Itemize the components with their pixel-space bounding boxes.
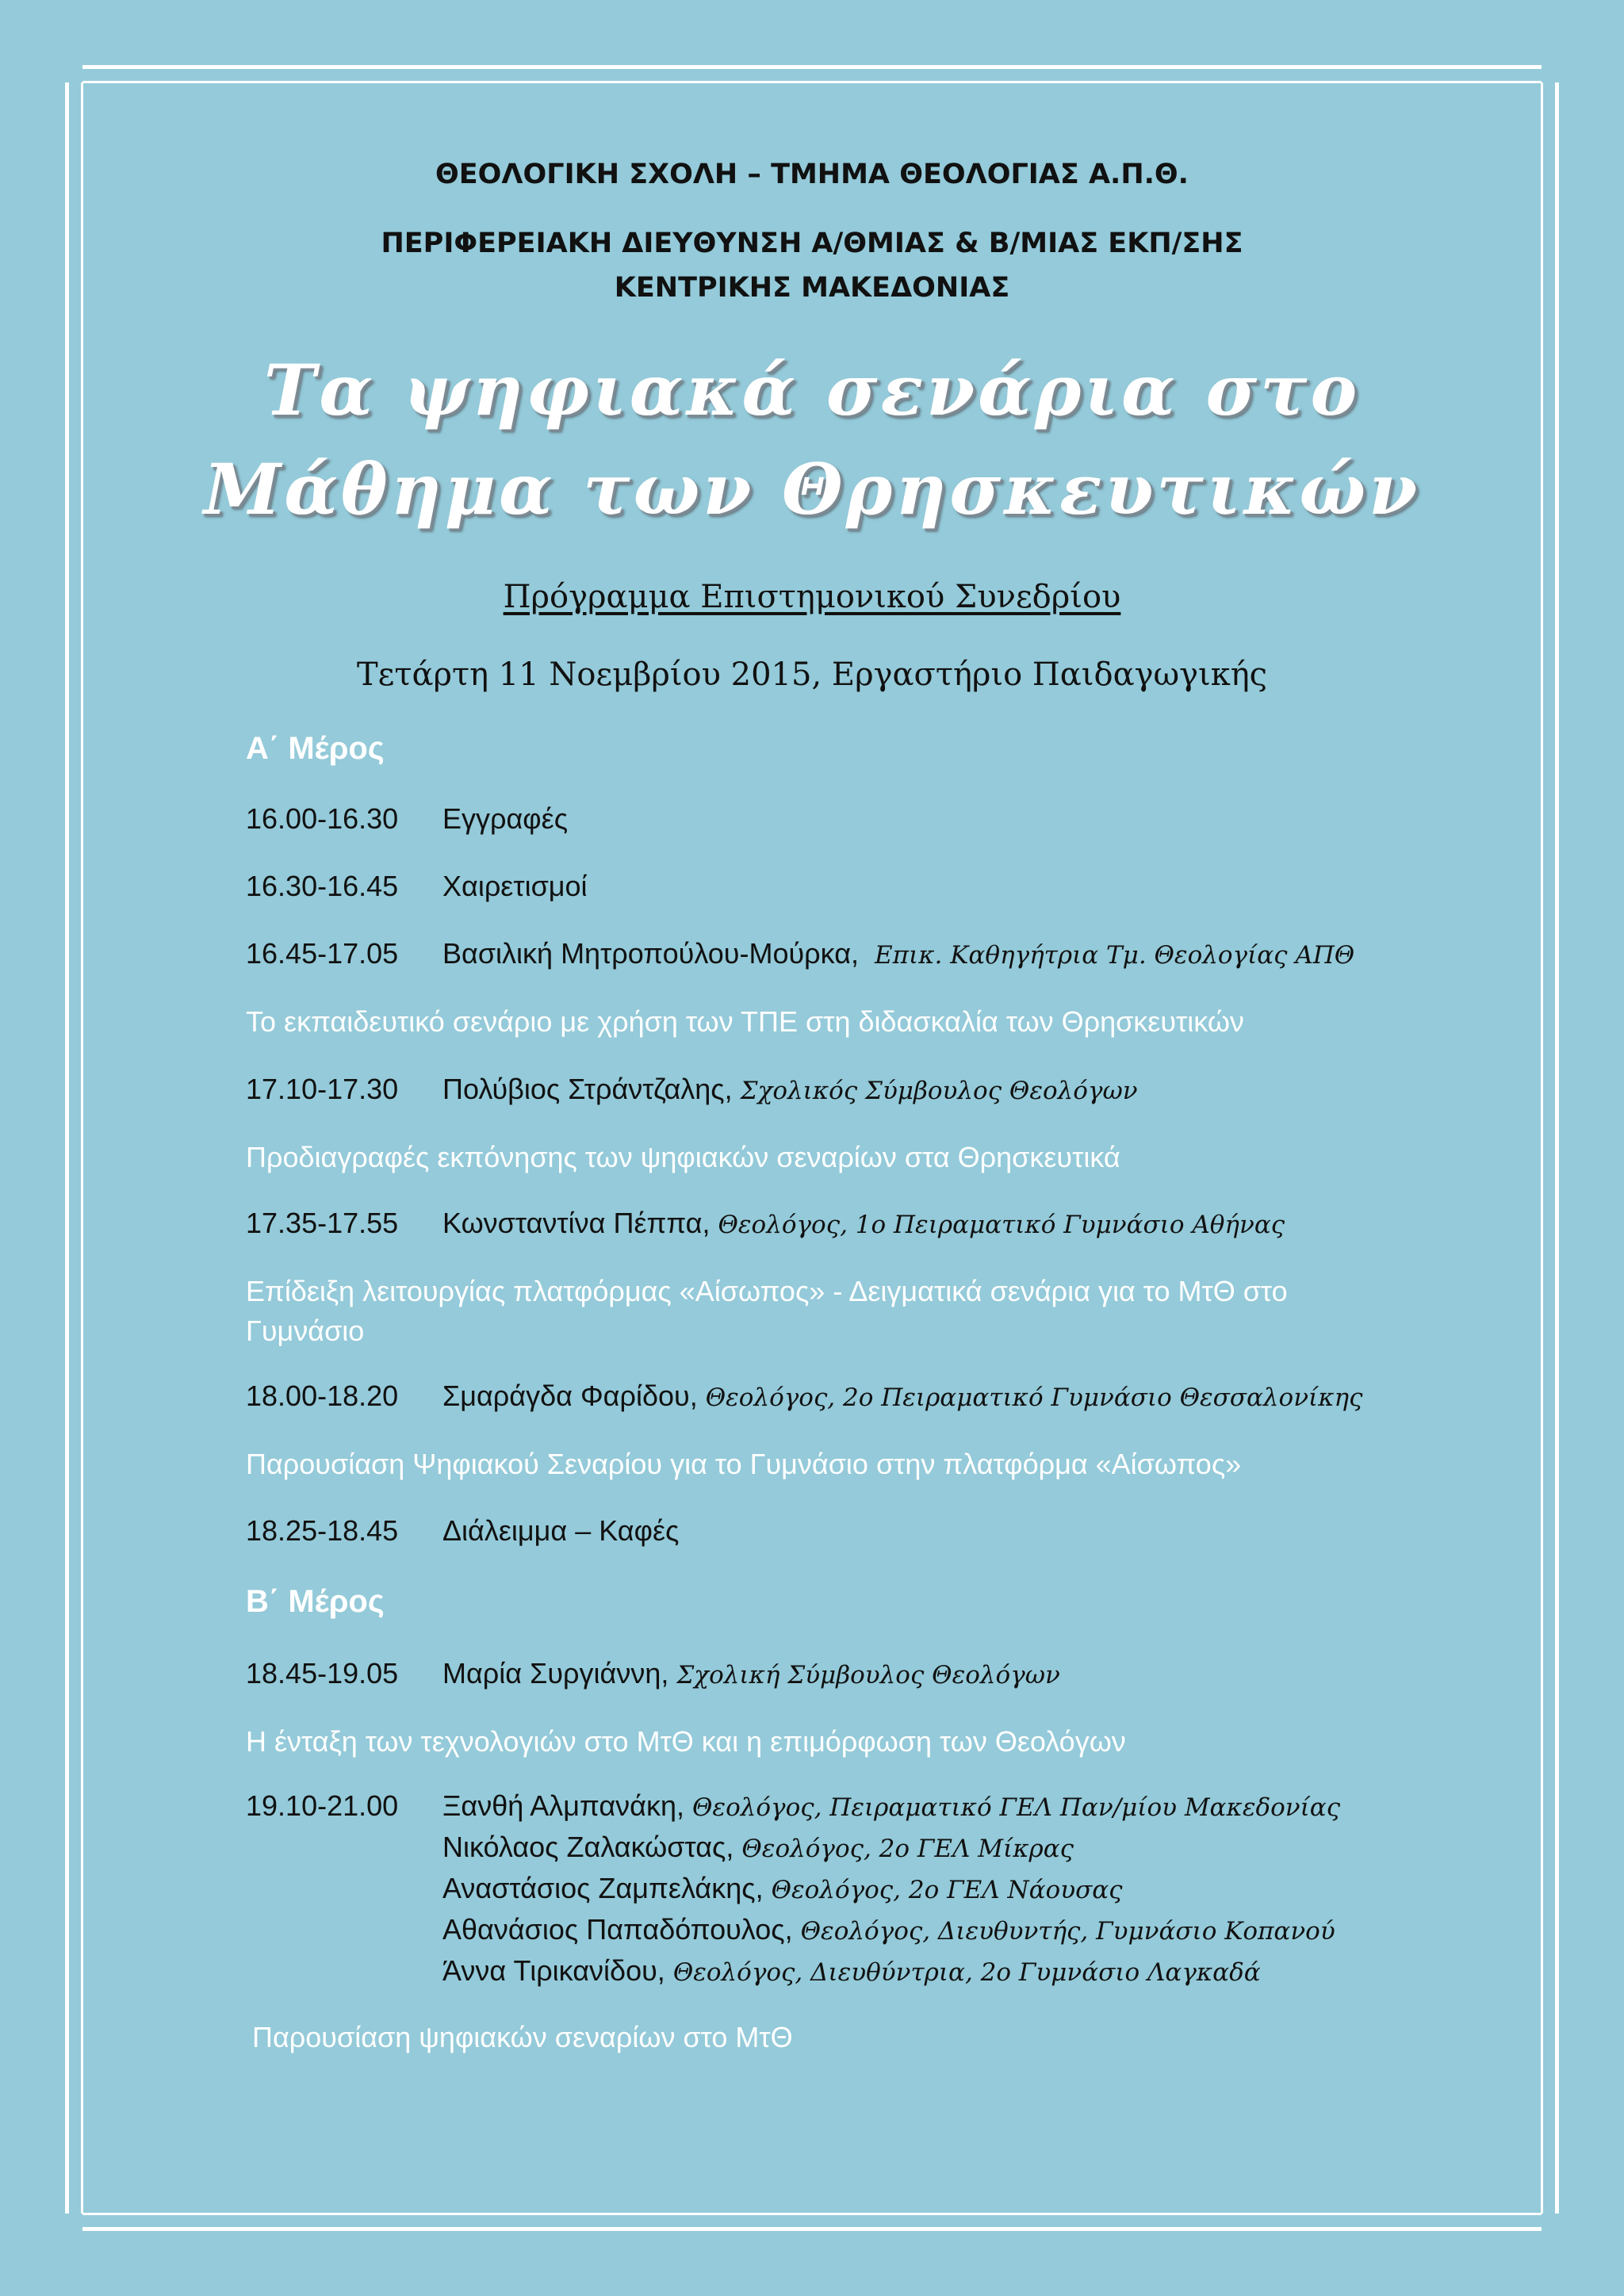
speaker-name: Άννα Τιρικανίδου, [442,1954,665,1987]
panel-speaker [442,1954,1261,1988]
speaker-role: Θεολόγος, Πειραματικό ΓΕΛ Παν/μίου Μακεδονίας [692,1793,1341,1822]
speaker-name: Σμαράγδα Φαρίδου, [442,1380,698,1412]
panel-speaker [442,1872,1123,1905]
speaker-role: Σχολική Σύμβουλος Θεολόγων [676,1661,1060,1689]
schedule-time: 16.30-16.45 [246,870,399,902]
program-subtitle [0,579,1624,615]
frame-corner [1542,59,1565,82]
schedule-time: 16.45-17.05 [246,937,399,970]
schedule-row [246,1073,1138,1106]
schedule-time: 19.10-21.00 [246,1789,399,1822]
header-line-3: ΚΕΝΤΡΙΚΗΣ ΜΑΚΕΔΟΝΙΑΣ [614,272,1010,304]
schedule-row [246,937,1354,970]
schedule-item: Διάλειμμα – Καφές [442,1514,680,1547]
speaker-name: Μαρία Συργιάννη, [442,1657,669,1689]
schedule-time: 18.00-18.20 [246,1380,399,1412]
speaker-role: Θεολόγος, 2ο Πειραματικό Γυμνάσιο Θεσσαλονίκης [705,1383,1363,1412]
schedule-time: 18.45-19.05 [246,1657,399,1689]
talk-topic: Επίδειξη λειτουργίας πλατφόρμας «Αίσωπος» - Δειγματικά σενάρια για το ΜτΘ στο Γυμνάσιο [246,1275,1288,1347]
speaker-role: Θεολόγος, 2ο ΓΕΛ Μίκρας [741,1835,1074,1863]
part-a-heading: Α΄ Μέρος [246,731,385,766]
header-line-1: ΘΕΟΛΟΓΙΚΗ ΣΧΟΛΗ – ΤΜΗΜΑ ΘΕΟΛΟΓΙΑΣ Α.Π.Θ. [435,159,1189,190]
title-line-1: Τα ψηφιακά σενάρια στο [263,349,1361,431]
schedule-time: 17.35-17.55 [246,1207,399,1239]
title-line-2: Μάθημα των Θρησκευτικών [203,448,1421,530]
speaker-name: Πολύβιος Στράντζαλης, [442,1073,733,1105]
schedule-row [246,1514,679,1548]
panel-speaker [442,1831,1074,1864]
schedule-item: Χαιρετισμοί [442,870,588,902]
speaker-name: Αθανάσιος Παπαδόπουλος, [442,1913,793,1946]
schedule-row [246,870,588,903]
schedule-time: 18.25-18.45 [246,1514,399,1547]
talk-topic: Το εκπαιδευτικό σενάριο με χρήση των ΤΠΕ στη διδασκαλία των Θρησκευτικών [246,1005,1244,1038]
frame-corner [59,2214,82,2237]
program-subtitle-text: Πρόγραμμα Επιστημονικού Συνεδρίου [503,579,1121,615]
frame-corner [59,59,82,82]
talk-topic: Προδιαγραφές εκπόνησης των ψηφιακών σεναρίων στα Θρησκευτικά [246,1141,1120,1173]
speaker-role: Επικ. Καθηγήτρια Τμ. Θεολογίας ΑΠΘ [875,941,1355,970]
speaker-name: Βασιλική Μητροπούλου-Μούρκα, [442,937,860,970]
schedule-row [246,1380,1362,1413]
speaker-name: Νικόλαος Ζαλακώστας, [442,1831,734,1863]
speaker-role: Θεολόγος, 1ο Πειραματικό Γυμνάσιο Αθήνας [718,1211,1285,1239]
speaker-role: Σχολικός Σύμβουλος Θεολόγων [740,1077,1138,1105]
schedule-row [246,1207,1285,1240]
date-line: Τετάρτη 11 Νοεμβρίου 2015, Εργαστήριο Παιδαγωγικής [356,656,1268,693]
final-topic: Παρουσίαση ψηφιακών σεναρίων στο ΜτΘ [252,2021,793,2053]
schedule-row [246,802,568,836]
speaker-name: Κωνσταντίνα Πέππα, [442,1207,710,1239]
part-b-heading: Β΄ Μέρος [246,1584,385,1619]
frame-corner [1542,2214,1565,2237]
speaker-role: Θεολόγος, Διευθύντρια, 2ο Γυμνάσιο Λαγκαδά [672,1958,1261,1987]
schedule-time: 17.10-17.30 [246,1073,399,1105]
speaker-role: Θεολόγος, 2ο ΓΕΛ Νάουσας [771,1876,1123,1904]
speaker-name: Ξανθή Αλμπανάκη, [442,1789,684,1822]
speaker-role: Θεολόγος, Διευθυντής, Γυμνάσιο Κοπανού [800,1917,1335,1946]
speaker-name: Αναστάσιος Ζαμπελάκης, [442,1872,764,1904]
talk-topic: Παρουσίαση Ψηφιακού Σεναρίου για το Γυμνάσιο στην πλατφόρμα «Αίσωπος» [246,1448,1242,1480]
schedule-row [246,1789,1340,1823]
talk-topic: Η ένταξη των τεχνολογιών στο ΜτΘ και η επιμόρφωση των Θεολόγων [246,1725,1126,1758]
header-line-2: ΠΕΡΙΦΕΡΕΙΑΚΗ ΔΙΕΥΘΥΝΣΗ Α/ΘΜΙΑΣ & Β/ΜΙΑΣ ΕΚΠ/ΣΗΣ [381,228,1243,259]
panel-speaker [442,1913,1335,1946]
schedule-row [246,1657,1060,1690]
schedule-time: 16.00-16.30 [246,802,399,835]
schedule-item: Εγγραφές [442,802,569,835]
